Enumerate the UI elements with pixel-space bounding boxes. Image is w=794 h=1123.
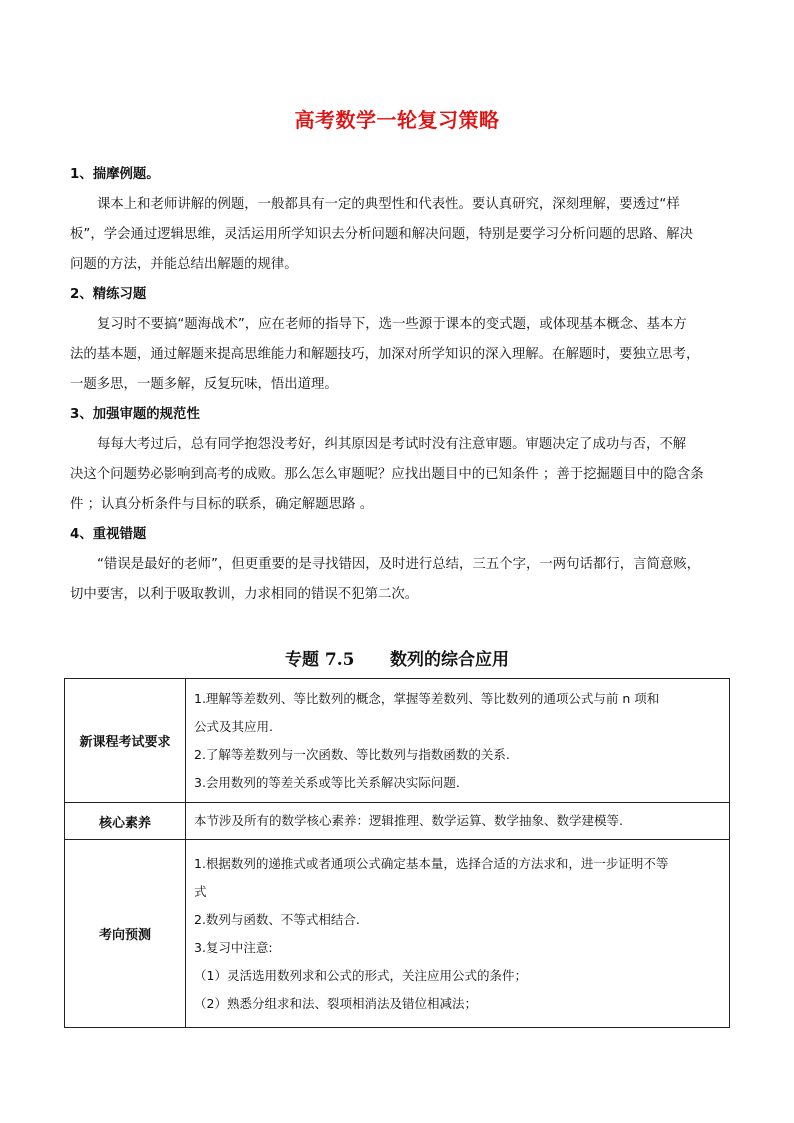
paragraph-line: 一题多思，一题多解，反复玩味，悟出道理。 — [70, 377, 338, 392]
topic-label: 专题 7.5 — [284, 650, 355, 670]
content-line: （1）灵活选用数列求和公式的形式，关注应用公式的条件； — [194, 967, 527, 983]
content-line: 1.根据数列的递推式或者通项公式确定基本量，选择合适的方法求和，进一步证明不等 — [194, 855, 669, 871]
document-title: 高考数学一轮复习策略 — [294, 108, 500, 132]
paragraph-line: 法的基本题，通过解题来提高思维能力和解题技巧，加深对所学知识的深入理解。在解题时，要独立思考， — [70, 347, 700, 362]
section-heading: 3、加强审题的规范性 — [70, 407, 200, 422]
content-line: 2.了解等差数列与一次函数、等比数列与指数函数的关系. — [194, 746, 510, 762]
content-line: 式 — [194, 883, 207, 899]
paragraph-line: 复习时不要搞“题海战术”，应在老师的指导下，选一些源于课本的变式题，或体现基本概念、基本方 — [97, 317, 687, 332]
table-row — [65, 840, 730, 1028]
content-line: 3.复习中注意: — [194, 939, 273, 955]
row-label: 考向预测 — [65, 840, 186, 1028]
section-4 — [70, 520, 730, 610]
section-1 — [70, 160, 730, 280]
row-label: 新课程考试要求 — [65, 679, 186, 803]
row-content — [186, 679, 730, 803]
section-2 — [70, 280, 730, 400]
content-line: （2）熟悉分组求和法、裂项相消法及错位相减法； — [194, 995, 477, 1011]
topic-title — [0, 645, 794, 670]
content-line: 公式及其应用. — [194, 718, 273, 734]
row-content — [186, 840, 730, 1028]
paragraph-line: 决这个问题势必影响到高考的成败。那么怎么审题呢？应找出题目中的已知条件 ；善于挖掘题目中的隐含条 — [70, 467, 704, 482]
section-heading: 2、精练习题 — [70, 287, 147, 302]
paragraph-line: 每每大考过后，总有同学抱怨没考好，纠其原因是考试时没有注意审题。审题决定了成功与否，不解 — [97, 437, 687, 452]
section-heading: 1、揣摩例题。 — [70, 167, 160, 182]
topic-name: 数列的综合应用 — [390, 650, 509, 670]
section-3 — [70, 400, 730, 520]
paragraph-line: 问题的方法，并能总结出解题的规律。 — [70, 257, 298, 272]
paragraph-line: 切中要害，以利于吸取教训，力求相同的错误不犯第二次。 — [70, 587, 419, 602]
row-label: 核心素养 — [65, 803, 186, 840]
content-line: 2.数列与函数、不等式相结合. — [194, 911, 360, 927]
paragraph-line: “错误是最好的老师”，但更重要的是寻找错因，及时进行总结，三五个字，一两句话都行，言简意赅， — [97, 557, 701, 572]
content-line: 本节涉及所有的数学核心素养：逻辑推理、数学运算、数学抽象、数学建模等. — [194, 813, 623, 828]
table-row — [65, 679, 730, 803]
paragraph-line: 课本上和老师讲解的例题，一般都具有一定的典型性和代表性。要认真研究，深刻理解，要透过“样 — [97, 197, 680, 212]
row-content — [186, 803, 730, 840]
content-line: 1.理解等差数列、等比数列的概念，掌握等差数列、等比数列的通项公式与前 n 项和 — [194, 690, 660, 706]
requirements-table — [64, 678, 730, 1028]
paragraph-line: 板”，学会通过逻辑思维，灵活运用所学知识去分析问题和解决问题，特别是要学习分析问题的思路、解决 — [70, 227, 693, 242]
paragraph-line: 件 ；认真分析条件与目标的联系，确定解题思路 。 — [70, 497, 374, 512]
strategy-body — [70, 160, 730, 610]
table-row — [65, 803, 730, 840]
section-heading: 4、重视错题 — [70, 527, 147, 542]
content-line: 3.会用数列的等差关系或等比关系解决实际问题. — [194, 774, 460, 790]
